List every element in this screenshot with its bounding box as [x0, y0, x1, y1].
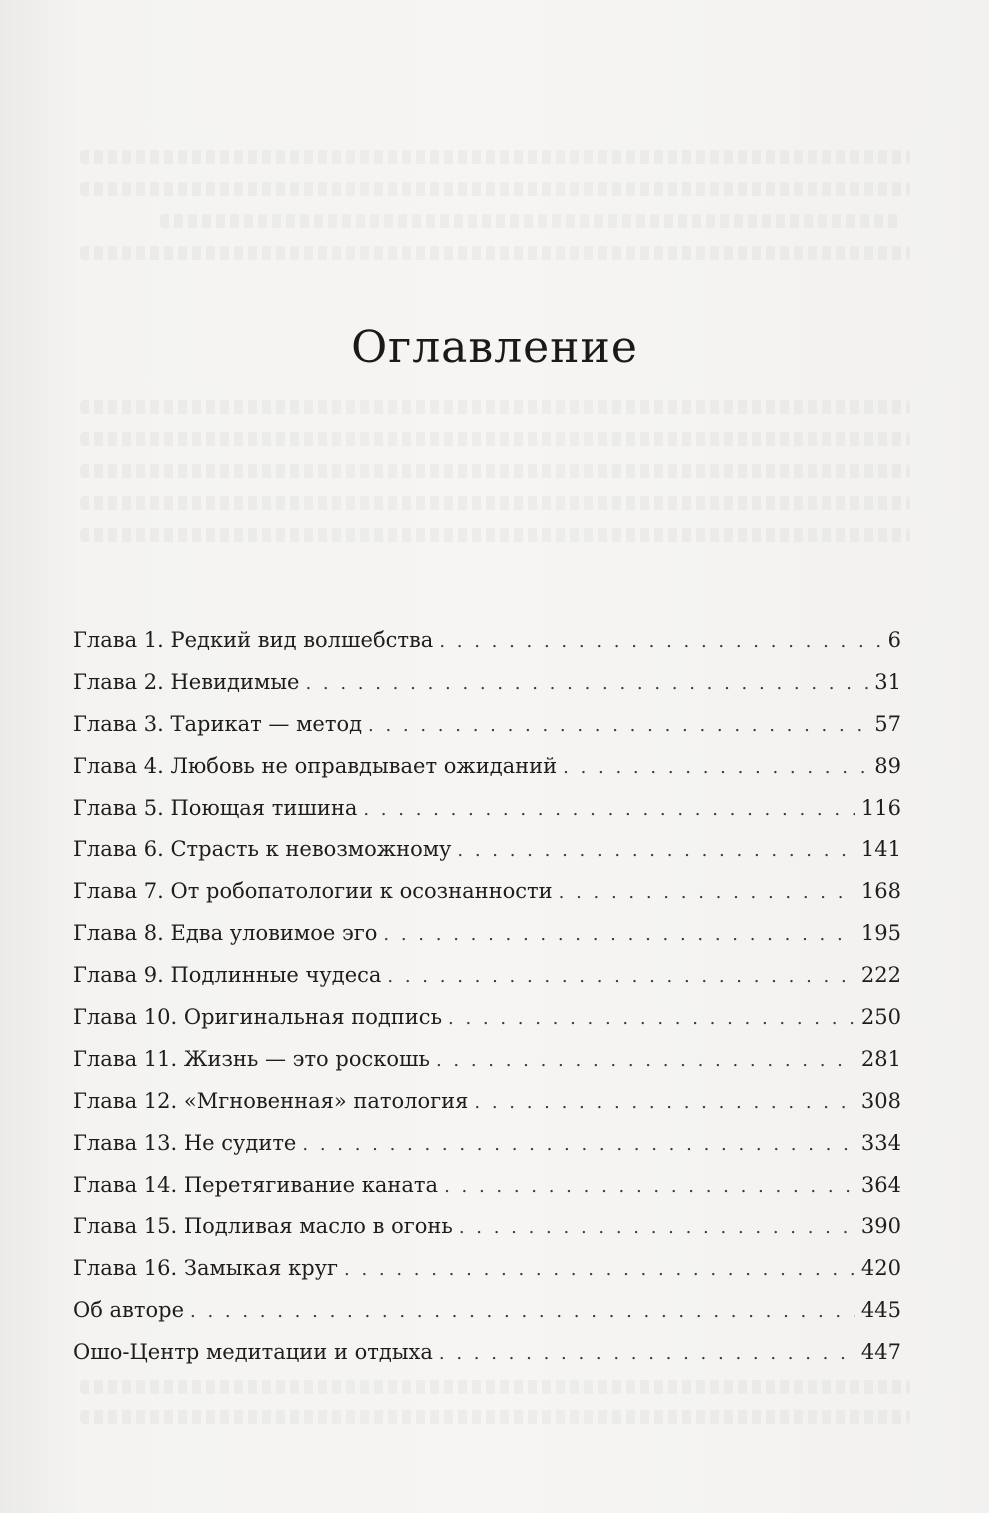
toc-entry-page: 250 — [860, 1005, 901, 1030]
toc-entry — [73, 704, 901, 746]
toc-entry — [73, 1290, 901, 1332]
toc-entry-page: 141 — [860, 837, 901, 862]
toc-entry-title: Об авторе — [73, 1298, 185, 1323]
toc-entry-page: 89 — [874, 753, 901, 778]
toc-entry — [73, 1332, 901, 1374]
toc-entry-title: Глава 13. Не судите — [73, 1130, 297, 1155]
toc-entry-title: Глава 2. Невидимые — [73, 669, 300, 694]
toc-dot-leader — [363, 789, 855, 831]
toc-entry — [73, 620, 901, 662]
toc-dot-leader — [459, 1207, 855, 1249]
toc-entry — [73, 1165, 901, 1207]
toc-entry-title: Глава 1. Редкий вид волшебства — [73, 628, 434, 652]
toc-entry — [73, 997, 901, 1039]
toc-entry-title: Глава 5. Поющая тишина — [73, 795, 358, 820]
toc-entry — [73, 746, 901, 788]
toc-entry — [73, 1039, 901, 1081]
toc-dot-leader — [383, 914, 854, 956]
toc-entry-title: Глава 11. Жизнь — это роскошь — [73, 1046, 430, 1071]
toc-entry-page: 420 — [860, 1256, 901, 1281]
toc-entry — [73, 1123, 901, 1165]
toc-entry-title: Глава 6. Страсть к невозможному — [73, 837, 452, 862]
toc-dot-leader — [387, 956, 854, 998]
toc-entry — [73, 1081, 901, 1123]
toc-entry-page: 168 — [860, 879, 901, 904]
toc-entry-page: 308 — [860, 1088, 901, 1113]
bleed-through-texture — [80, 182, 910, 196]
toc-entry-title: Глава 7. От робопатологии к осознанности — [73, 879, 553, 904]
bleed-through-texture — [80, 432, 910, 446]
toc-entry-title: Глава 8. Едва уловимое эго — [73, 921, 378, 946]
bleed-through-texture — [80, 1410, 910, 1424]
bleed-through-texture — [80, 464, 910, 478]
toc-entry-page: 390 — [860, 1214, 901, 1239]
page-title: Оглавление — [351, 322, 638, 373]
toc-entry — [73, 913, 901, 955]
toc-entry-page: 6 — [887, 628, 901, 652]
bleed-through-texture — [80, 496, 910, 510]
toc-dot-leader — [190, 1291, 855, 1333]
toc-entry-page: 116 — [860, 795, 901, 820]
toc-entry — [73, 662, 901, 704]
toc-entry — [73, 829, 901, 871]
toc-entry-page: 195 — [860, 921, 901, 946]
toc-entry-page: 445 — [860, 1298, 901, 1323]
toc-entry-page: 334 — [860, 1130, 901, 1155]
toc-entry-title: Глава 4. Любовь не оправдывает ожиданий — [73, 753, 558, 778]
toc-dot-leader — [474, 1082, 855, 1124]
toc-entry-page: 281 — [860, 1046, 901, 1071]
toc-entry — [73, 788, 901, 830]
toc-entry-page: 31 — [874, 669, 901, 694]
toc-entry-page: 222 — [860, 963, 901, 988]
table-of-contents — [73, 620, 901, 1374]
toc-entry-title: Глава 9. Подлинные чудеса — [73, 963, 382, 988]
bleed-through-texture — [160, 214, 900, 228]
toc-entry — [73, 871, 901, 913]
bleed-through-texture — [80, 528, 910, 542]
toc-dot-leader — [457, 830, 855, 872]
bleed-through-texture — [80, 150, 910, 164]
toc-entry-page: 447 — [860, 1340, 901, 1365]
toc-entry — [73, 955, 901, 997]
toc-entry — [73, 1206, 901, 1248]
toc-entry-page: 364 — [860, 1172, 901, 1197]
bleed-through-texture — [80, 1380, 910, 1394]
toc-entry-title: Глава 12. «Мгновенная» патология — [73, 1088, 469, 1113]
toc-dot-leader — [305, 663, 868, 705]
toc-dot-leader — [439, 621, 881, 663]
toc-dot-leader — [439, 1333, 855, 1375]
toc-entry-title: Глава 16. Замыкая круг — [73, 1256, 339, 1281]
toc-entry-title: Ошо-Центр медитации и отдыха — [73, 1340, 433, 1365]
toc-dot-leader — [368, 705, 868, 747]
toc-entry-page: 57 — [874, 711, 901, 736]
toc-entry-title: Глава 15. Подливая масло в огонь — [73, 1214, 453, 1239]
bleed-through-texture — [80, 246, 910, 260]
bleed-through-texture — [80, 400, 910, 414]
toc-dot-leader — [302, 1124, 855, 1166]
toc-entry-title: Глава 14. Перетягивание каната — [73, 1172, 439, 1197]
toc-dot-leader — [444, 1166, 855, 1208]
toc-dot-leader — [563, 747, 868, 789]
toc-dot-leader — [436, 1040, 855, 1082]
toc-dot-leader — [448, 998, 855, 1040]
toc-entry — [73, 1248, 901, 1290]
toc-dot-leader — [559, 872, 855, 914]
toc-dot-leader — [344, 1249, 855, 1291]
toc-entry-title: Глава 10. Оригинальная подпись — [73, 1005, 442, 1030]
toc-entry-title: Глава 3. Тарикат — метод — [73, 711, 363, 736]
